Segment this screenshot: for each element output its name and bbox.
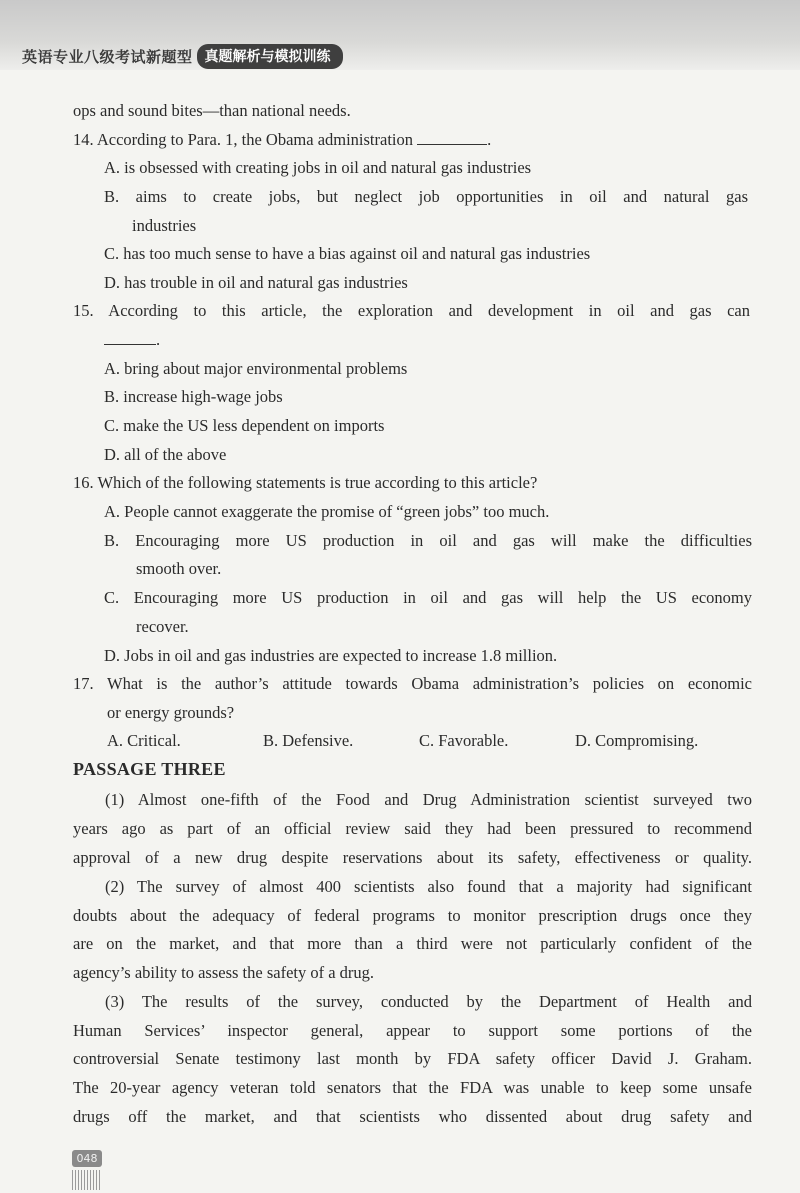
passage-heading: PASSAGE THREE xyxy=(73,759,226,779)
option-14b-cont: industries xyxy=(132,216,197,235)
paragraph-3-line: controversial Senate testimony last month by FDA safety officer David J. Graham. xyxy=(73,1049,752,1068)
paragraph-3-line: The 20-year agency veteran told senators that the FDA was unable to keep some unsafe xyxy=(73,1078,752,1097)
page-decoration-barcode xyxy=(72,1170,102,1190)
option-16a: A. People cannot exaggerate the promise of “green jobs” too much. xyxy=(104,502,550,521)
paragraph-2-line: agency’s ability to assess the safety of a drug. xyxy=(73,963,375,982)
question-17: 17. What is the author’s attitude towards Obama administration’s policies on economic xyxy=(73,674,752,693)
option-15d: D. all of the above xyxy=(104,445,227,464)
option-17c: C. Favorable. xyxy=(419,731,509,750)
option-16b: B. Encouraging more US production in oil and gas will make the difficulties xyxy=(104,531,752,550)
paragraph-2-line: doubts about the adequacy of federal programs to monitor prescription drugs once they xyxy=(73,906,752,925)
option-15c: C. make the US less dependent on imports xyxy=(104,416,385,435)
option-14c: C. has too much sense to have a bias against oil and natural gas industries xyxy=(104,244,591,263)
option-15a: A. bring about major environmental problems xyxy=(104,359,408,378)
paragraph-3-line: drugs off the market, and that scientists who dissented about drug safety and xyxy=(73,1107,752,1126)
option-16c: C. Encouraging more US production in oil and gas will help the US economy xyxy=(104,588,752,607)
text-line: ops and sound bites—than national needs. xyxy=(73,101,351,120)
header-bar xyxy=(22,42,343,70)
option-17b: B. Defensive. xyxy=(263,731,354,750)
option-14d: D. has trouble in oil and natural gas industries xyxy=(104,273,408,292)
option-16d: D. Jobs in oil and gas industries are expected to increase 1.8 million. xyxy=(104,646,558,665)
option-16b-cont: smooth over. xyxy=(136,559,222,578)
page-number: 048 xyxy=(72,1150,102,1167)
period: . xyxy=(156,330,161,349)
question-16: 16. Which of the following statements is true according to this article? xyxy=(73,473,538,492)
option-16c-cont: recover. xyxy=(136,617,189,636)
question-14 xyxy=(73,130,491,150)
option-17d: D. Compromising. xyxy=(575,731,699,750)
paragraph-1-line: (1) Almost one-fifth of the Food and Drug Administration scientist surveyed two xyxy=(105,790,752,809)
question-15-blank xyxy=(104,330,160,350)
answer-blank xyxy=(104,330,156,345)
paragraph-3-line: (3) The results of the survey, conducted by the Department of Health and xyxy=(105,992,752,1011)
page-header xyxy=(0,0,800,70)
question-17-cont: or energy grounds? xyxy=(107,703,235,722)
paragraph-2-line: are on the market, and that more than a third were not particularly confident of the xyxy=(73,934,752,953)
book-subtitle-tag: 真题解析与模拟训练 xyxy=(197,44,343,69)
book-title: 英语专业八级考试新题型 xyxy=(22,47,193,66)
option-14a: A. is obsessed with creating jobs in oil and natural gas industries xyxy=(104,158,532,177)
period: . xyxy=(487,130,492,149)
option-14b: B. aims to create jobs, but neglect job opportunities in oil and natural gas xyxy=(104,187,748,206)
paragraph-1-line: approval of a new drug despite reservations about its safety, effectiveness or quality. xyxy=(73,848,752,867)
question-14-stem: 14. According to Para. 1, the Obama administration xyxy=(73,130,414,149)
question-15: 15. According to this article, the exploration and development in oil and gas can xyxy=(73,301,750,320)
paragraph-1-line: years ago as part of an official review said they had been pressured to recommend xyxy=(73,819,752,838)
paragraph-3-line: Human Services’ inspector general, appear to support some portions of the xyxy=(73,1021,752,1040)
option-17a: A. Critical. xyxy=(107,731,181,750)
answer-blank xyxy=(417,130,487,145)
question-17-options xyxy=(107,731,757,751)
paragraph-2-line: (2) The survey of almost 400 scientists also found that a majority had significant xyxy=(105,877,752,896)
option-15b: B. increase high-wage jobs xyxy=(104,387,283,406)
